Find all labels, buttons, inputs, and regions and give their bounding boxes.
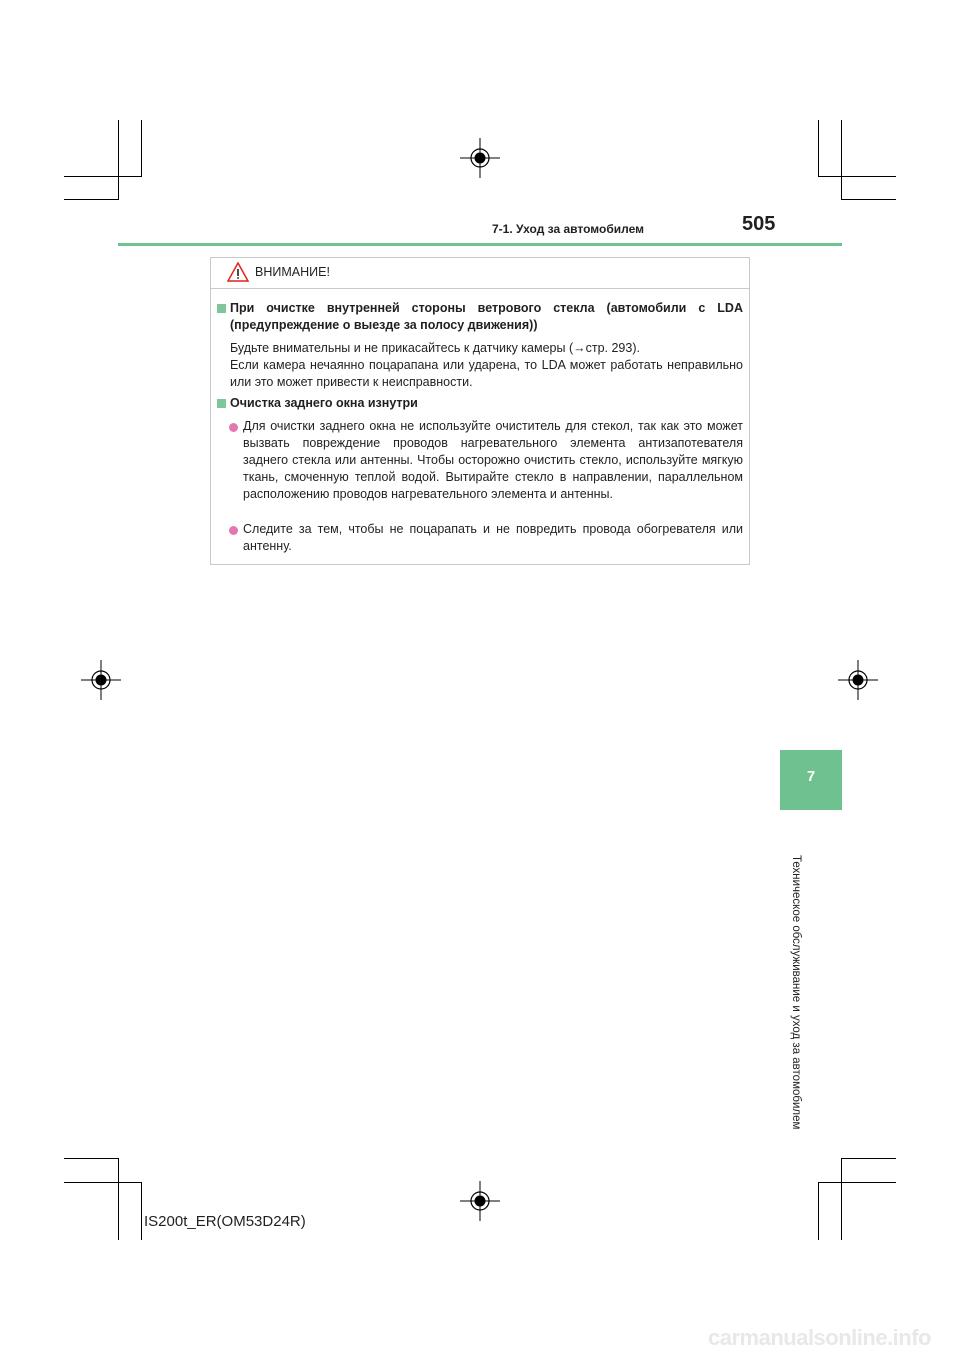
warning-header — [211, 258, 749, 289]
section-title-text: Очистка заднего окна изнутри — [230, 396, 418, 410]
crop-mark — [64, 1182, 142, 1183]
crop-mark — [64, 1158, 119, 1159]
crop-mark — [818, 1182, 819, 1240]
crop-mark — [818, 120, 819, 176]
section-title-text: При очистке внутренней стороны ветрового стекла (автомобили с LDA (предупреждение о выезде за полосу движения)) — [230, 301, 743, 332]
registration-mark-icon — [460, 138, 500, 178]
crop-mark — [818, 1182, 896, 1183]
section-title — [217, 300, 743, 334]
square-bullet-icon — [217, 399, 226, 408]
header-divider — [118, 243, 842, 246]
crop-mark — [141, 1182, 142, 1240]
square-bullet-icon — [217, 304, 226, 313]
crop-mark — [118, 1158, 119, 1240]
crop-mark — [141, 120, 142, 176]
bullet-text: Для очистки заднего окна не используйте очиститель для стекол, так как это может вызвать повреждение проводов нагревательного элемента антизапотевателя заднего стекла или антенны. Чтобы осторожно очистить стекло, используйте мягкую ткань, смоченную теплой водой. Вытирайте стекло в направлении, параллельном расположению проводов нагревательного элемента и антенны. — [243, 419, 743, 501]
paragraph: Если камера нечаянно поцарапана или ударена, то LDA может работать неправильно или это может привести к неисправности. — [230, 358, 743, 389]
document-code: IS200t_ER(OM53D24R) — [144, 1213, 306, 1230]
crop-mark — [118, 120, 119, 200]
warning-triangle-icon — [227, 262, 249, 282]
section-header: 7-1. Уход за автомобилем — [492, 222, 644, 236]
crop-mark — [841, 1158, 896, 1159]
page-number: 505 — [742, 213, 776, 235]
chapter-caption: Техническое обслуживание и уход за автомобилем — [790, 855, 802, 1130]
bullet-dot-icon — [229, 526, 238, 535]
warning-box — [210, 257, 750, 565]
crop-mark — [818, 176, 896, 177]
paragraph: Будьте внимательны и не прикасайтесь к датчику камеры (→стр. 293). — [230, 341, 640, 355]
crop-mark — [841, 199, 896, 200]
watermark: carmanualsonline.info — [708, 1325, 931, 1350]
crop-mark — [64, 176, 142, 177]
crop-mark — [64, 199, 119, 200]
chapter-number: 7 — [806, 768, 816, 785]
bullet-text: Следите за тем, чтобы не поцарапать и не повредить провода обогревателя или антенну. — [243, 522, 743, 553]
registration-mark-icon — [81, 660, 121, 700]
section-title — [217, 395, 743, 412]
registration-mark-icon — [838, 660, 878, 700]
warning-title: ВНИМАНИЕ! — [255, 265, 330, 279]
chapter-tab — [780, 750, 842, 810]
crop-mark — [841, 1158, 842, 1240]
registration-mark-icon — [460, 1181, 500, 1221]
bullet-dot-icon — [229, 423, 238, 432]
crop-mark — [841, 120, 842, 200]
